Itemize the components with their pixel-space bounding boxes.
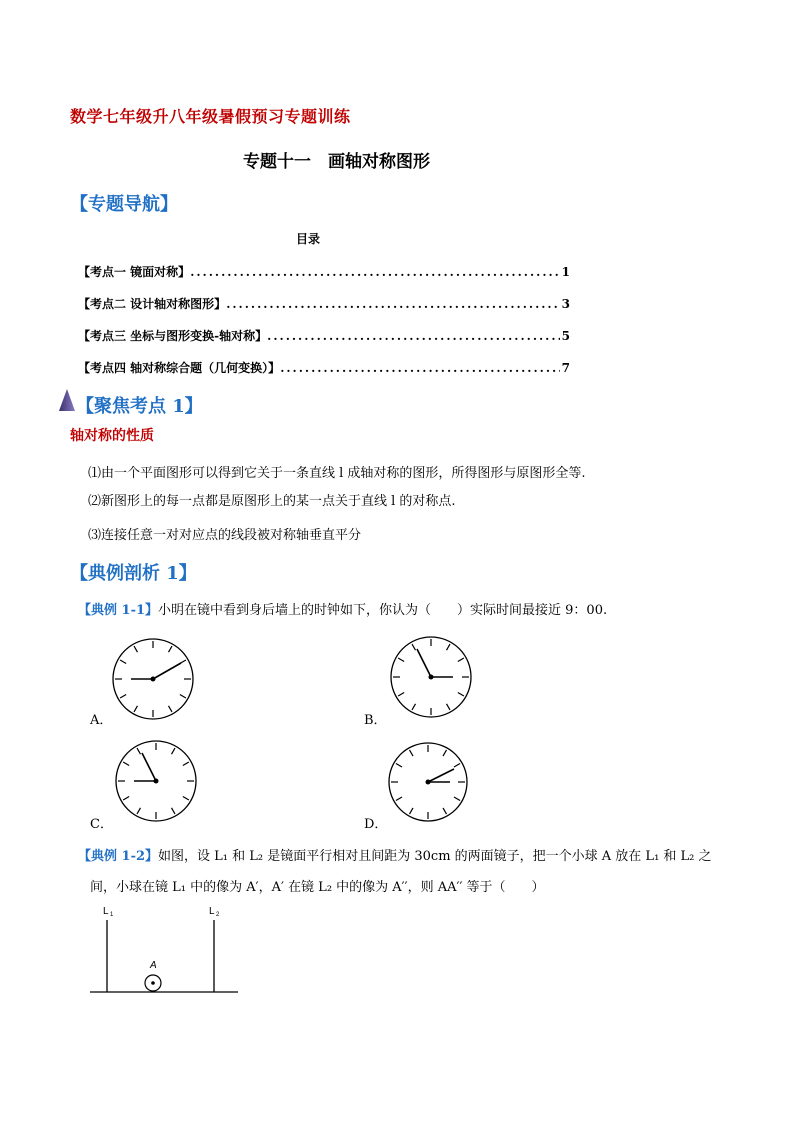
example-text: 小明在镜中看到身后墙上的时钟如下，你认为（ ）实际时间最接近 9：00. — [158, 603, 608, 618]
clock-tick — [454, 797, 460, 801]
clock-tick — [134, 706, 138, 712]
clock-tick — [169, 646, 173, 652]
clock-tick — [137, 748, 141, 754]
clock-tick — [172, 748, 176, 754]
clock-tick — [120, 695, 126, 699]
example-1-2-continued: 间，小球在镜 L₁ 中的像为 A′，A′ 在镜 L₂ 中的像为 A′′，则 AA′′ 等于（ ） — [90, 880, 545, 895]
toc-leader — [267, 329, 559, 343]
focus-subheading: 轴对称的性质 — [70, 428, 154, 444]
clock-tick — [398, 658, 404, 662]
example-text: 如图，设 L₁ 和 L₂ 是镜面平行相对且间距为 30cm 的两面镜子，把一个小球 A 放在 L₁ 和 L₂ 之 — [158, 849, 712, 864]
clock-tick — [172, 808, 176, 814]
mirror-l2-label: L — [209, 906, 215, 917]
clock-c-figure — [113, 738, 199, 824]
toc-item[interactable] — [78, 263, 570, 280]
option-c-label[interactable]: C． — [90, 817, 113, 832]
example-tag: 【典例 1-2】 — [78, 849, 159, 864]
clock-tick — [458, 693, 464, 697]
mirror-l1-label: L — [103, 906, 109, 917]
toc-item-page: 1 — [561, 265, 570, 279]
clock-tick — [123, 762, 129, 766]
toc-item[interactable] — [78, 295, 570, 312]
toc-item-label: 【考点一 镜面对称】 — [78, 265, 191, 279]
clock-tick — [396, 764, 402, 768]
toc-item-page: 7 — [561, 361, 570, 375]
option-b-label[interactable]: B． — [364, 713, 387, 728]
topic-title: 专题十一 画轴对称图形 — [243, 152, 430, 172]
clock-d-figure — [386, 740, 470, 824]
clock-tick — [169, 706, 173, 712]
toc-item-page: 5 — [561, 329, 570, 343]
ball-label: A — [150, 960, 157, 971]
triangle-marker-icon — [58, 388, 76, 412]
section-heading-examples: 【典例剖析 1】 — [70, 563, 197, 584]
property-line: ⑵新图形上的每一点都是原图形上的某一点关于直线 l 的对称点. — [88, 494, 456, 509]
clock-a-figure — [110, 636, 196, 722]
example-1-1 — [78, 599, 607, 618]
clock-tick — [412, 704, 416, 710]
property-line: ⑶连接任意一对对应点的线段被对称轴垂直平分 — [88, 528, 362, 543]
clock-tick — [410, 750, 414, 756]
option-a-label[interactable]: A． — [90, 713, 113, 728]
toc-leader — [280, 361, 559, 375]
mirror-figure — [88, 900, 244, 1000]
clock-tick — [447, 644, 451, 650]
series-title: 数学七年级升八年级暑假预习专题训练 — [70, 107, 351, 126]
clock-tick — [134, 646, 138, 652]
mirror-l1-sub: 1 — [110, 912, 114, 918]
clock-b-figure — [388, 634, 474, 720]
example-tag: 【典例 1-1】 — [78, 603, 159, 618]
clock-tick — [443, 808, 447, 814]
clock-tick — [412, 644, 416, 650]
example-1-2 — [78, 845, 712, 864]
section-heading-nav: 【专题导航】 — [70, 194, 178, 215]
clock-tick — [183, 797, 189, 801]
toc-item-label: 【考点四 轴对称综合题（几何变换）】 — [78, 361, 281, 375]
mirror-l2-sub: 2 — [216, 912, 220, 918]
option-d-label[interactable]: D． — [364, 817, 388, 832]
toc-item-label: 【考点三 坐标与图形变换-轴对称】 — [78, 329, 268, 343]
toc-item[interactable] — [78, 327, 570, 344]
clock-tick — [443, 750, 447, 756]
clock-tick — [120, 660, 126, 664]
toc-item-label: 【考点二 设计轴对称图形】 — [78, 297, 227, 311]
clock-tick — [447, 704, 451, 710]
clock-tick — [183, 762, 189, 766]
toc-item[interactable] — [78, 359, 570, 376]
clock-tick — [123, 797, 129, 801]
clock-tick — [180, 695, 186, 699]
section-heading-focus: 【聚焦考点 1】 — [76, 396, 203, 417]
clock-tick — [458, 658, 464, 662]
property-line: ⑴由一个平面图形可以得到它关于一条直线 l 成轴对称的图形，所得图形与原图形全等. — [88, 466, 586, 481]
clock-tick — [398, 693, 404, 697]
clock-tick — [410, 808, 414, 814]
toc-leader — [190, 265, 559, 279]
clock-tick — [137, 808, 141, 814]
clock-tick — [396, 797, 402, 801]
toc-title: 目录 — [296, 232, 321, 246]
toc-leader — [226, 297, 559, 311]
clock-tick — [454, 764, 460, 768]
toc-item-page: 3 — [561, 297, 570, 311]
